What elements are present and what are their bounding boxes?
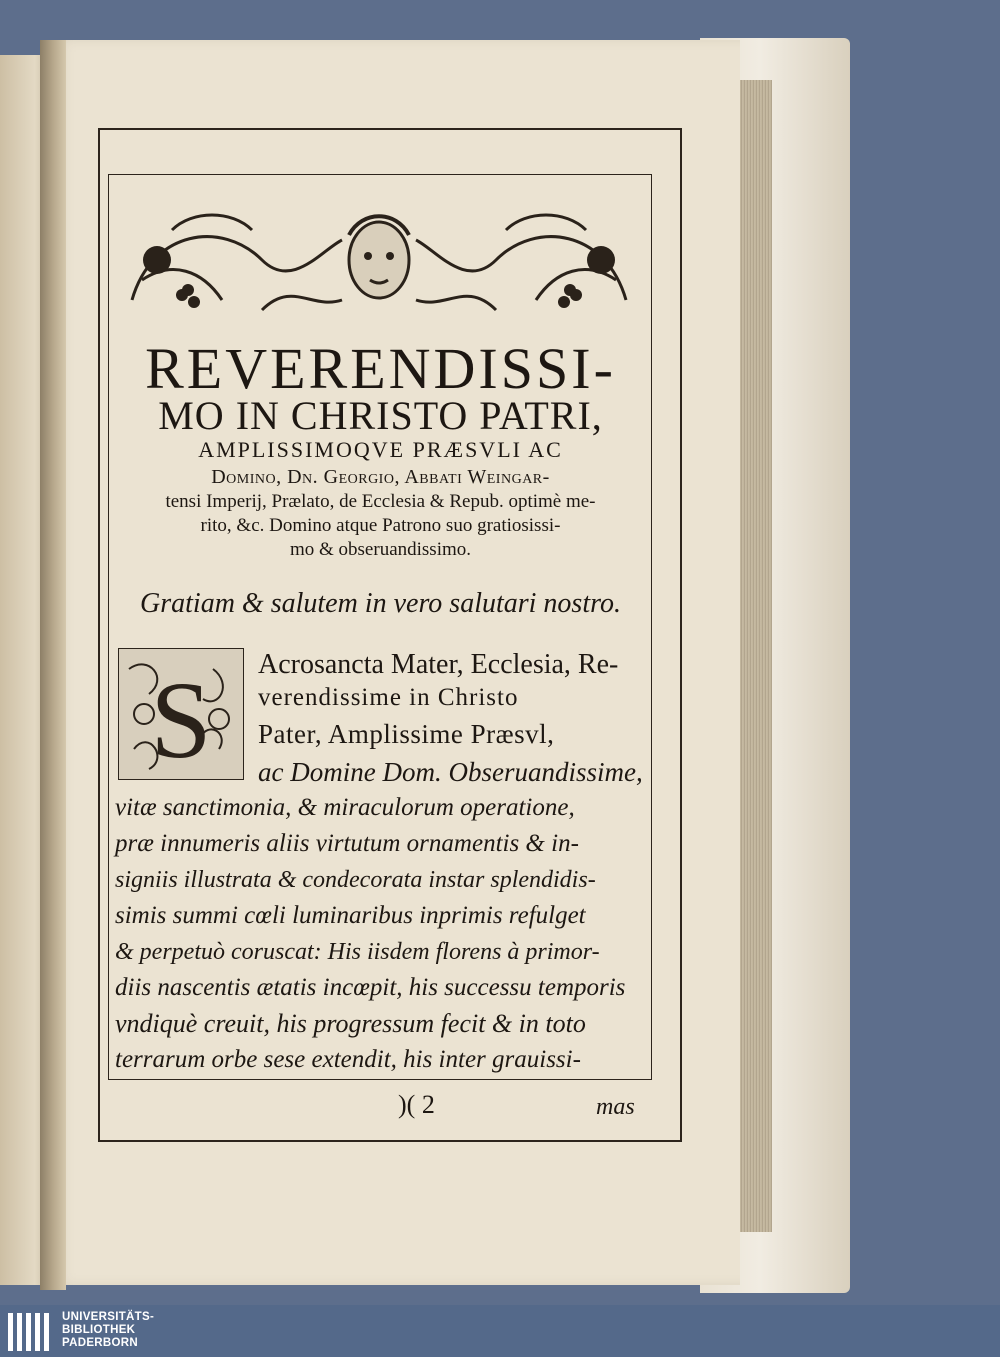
title-line-5: tensi Imperij, Prælato, de Ecclesia & Repub. optimè me-: [165, 491, 596, 512]
title-line-3: AMPLISSIMOQVE PRÆSVLI AC: [198, 437, 563, 462]
book-gutter: [40, 40, 66, 1290]
body-line-6: præ innumeris aliis virtutum ornamentis & in-: [115, 830, 579, 857]
body-line-3: Pater, Amplissime Præsvl,: [258, 719, 555, 749]
library-footer: [0, 1305, 1000, 1357]
library-logo-icon: [8, 1313, 58, 1351]
body-line-1: Acrosancta Mater, Ecclesia, Re-: [258, 649, 619, 680]
body-line-10: diis nascentis ætatis incœpit, his successu temporis: [115, 974, 626, 1001]
library-name: [62, 1311, 154, 1350]
catchword: mas: [596, 1094, 635, 1120]
body-line-12: terrarum orbe sese extendit, his inter grauissi-: [115, 1046, 581, 1073]
title-line-7: mo & obseruandissimo.: [289, 539, 472, 560]
body-line-8: simis summi cœli luminaribus inprimis refulget: [115, 902, 586, 929]
title-line-1: REVERENDISSI-: [145, 336, 616, 401]
signature-mark: )( 2: [398, 1090, 435, 1119]
svg-text:S: S: [150, 659, 212, 780]
body-line-11: vndiquè creuit, his progressum fecit & in toto: [115, 1009, 586, 1038]
title-line-6: rito, &c. Domino atque Patrono suo gratiosissi-: [200, 515, 561, 536]
salutation-line: Gratiam & salutem in vero salutari nostro.: [140, 588, 621, 619]
library-name-line-3: PADERBORN: [62, 1337, 138, 1349]
headpiece-ornament: [112, 190, 646, 330]
library-name-line-2: BIBLIOTHEK: [62, 1324, 136, 1336]
library-name-line-1: UNIVERSITÄTS-: [62, 1311, 155, 1323]
body-line-4: ac Domine Dom. Obseruandissime,: [258, 757, 643, 787]
body-line-9: & perpetuò coruscat: His iisdem florens à primor-: [115, 939, 600, 965]
body-line-2: verendissime in Christo: [258, 684, 519, 711]
body-line-7: signiis illustrata & condecorata instar splendidis-: [115, 867, 596, 893]
title-line-4: Domino, Dn. Georgio, Abbati Weingar-: [211, 466, 550, 488]
decorated-initial-s: [118, 648, 244, 780]
title-line-2: MO IN CHRISTO PATRI,: [158, 393, 603, 438]
body-line-5: vitæ sanctimonia, & miraculorum operatione,: [115, 794, 575, 821]
